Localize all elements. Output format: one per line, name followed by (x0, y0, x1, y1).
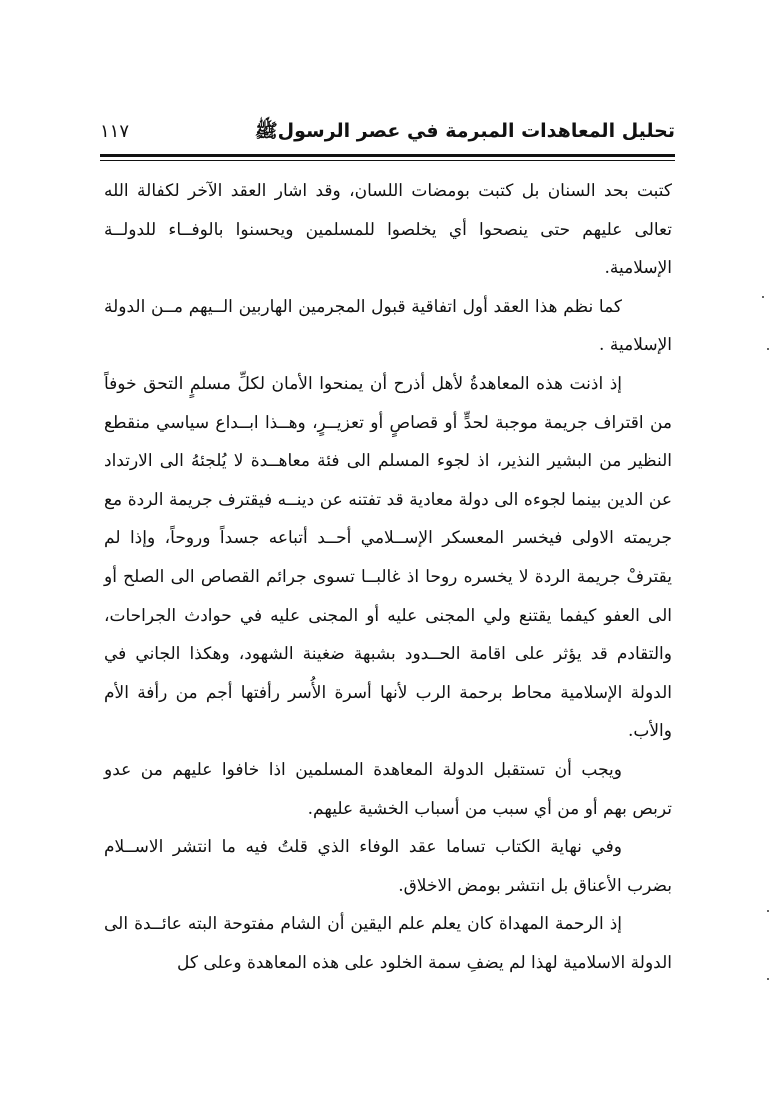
paragraph: إذ اذنت هذه المعاهدةُ لأهل أذرح أن يمنحوا الأمان لكلِّ مسلمٍ التحق خوفاً من اقتراف جريمة موجبة لحدٍّ أو قصاصٍ أو تعزيــرٍ، وهــذا ابــداع سياسي منقطع النظير من البشير النذير، اذ لجوء المسلم الى فئة معاهــدة لا يُلجئهُ الى الارتداد عن الدين بينما لجوءه الى دولة معادية قد تفتنه عن دينــه فيقترف جريمة الردة مع جريمته الاولى فيخسر المعسكر الإســلامي أحــد أتباعه جسداً وروحاً، وإذا لم يقترفْ جريمة الردة لا يخسره روحا اذ غالبــا تسوى جرائم القصاص الى الصلح أو الى العفو كيفما يقتنع ولي المجنى عليه أو المجنى عليه في حوادث الجراحات، والتقادم قد يؤثر على اقامة الحــدود بشبهة ضغينة الشهود، وهكذا الجاني في الدولة الإسلامية محاط برحمة الرب لأنها أسرة الأُسر رأفتها أجم من رأفة الأم والأب. (104, 373, 672, 742)
paragraph: إذ الرحمة المهداة كان يعلم علم اليقين أن الشام مفتوحة البته عائــدة الى الدولة الاسلامية لهذا لم يضفِ سمة الخلود على هذه المعاهدة وعلى كل (104, 914, 672, 973)
scan-speck (762, 296, 764, 298)
scan-speck (767, 348, 769, 350)
scan-speck (767, 910, 769, 912)
paragraph: كما نظم هذا العقد أول اتفاقية قبول المجرمين الهاربين الــيهم مــن الدولة الإسلامية . (104, 296, 672, 356)
header-rule-thick (100, 154, 675, 157)
header-title: تحليل المعاهدات المبرمة في عصر الرسولﷺ (254, 120, 675, 142)
paragraph: ويجب أن تستقبل الدولة المعاهدة المسلمين اذا خافوا عليهم من عدو تربص بهم أو من أي سبب من أسباب الخشية عليهم. (104, 759, 672, 819)
paragraph: كتبت بحد السنان بل كتبت بومضات اللسان، وقد اشار العقد الآخر لكفالة الله تعالى عليهم حتى ينصحوا أي يخلصوا للمسلمين ويحسنوا بالوفــاء للدولــة الإسلامية. (104, 181, 672, 279)
running-header (100, 117, 675, 151)
scan-speck (767, 978, 769, 980)
body-text (104, 172, 672, 982)
page-number: ١١٧ (100, 121, 130, 142)
header-rule-thin (100, 160, 675, 161)
paragraph: وفي نهاية الكتاب تساما عقد الوفاء الذي قلتُ فيه ما انتشر الاســلام بضرب الأعناق بل انتشر بومض الاخلاق. (104, 837, 672, 896)
